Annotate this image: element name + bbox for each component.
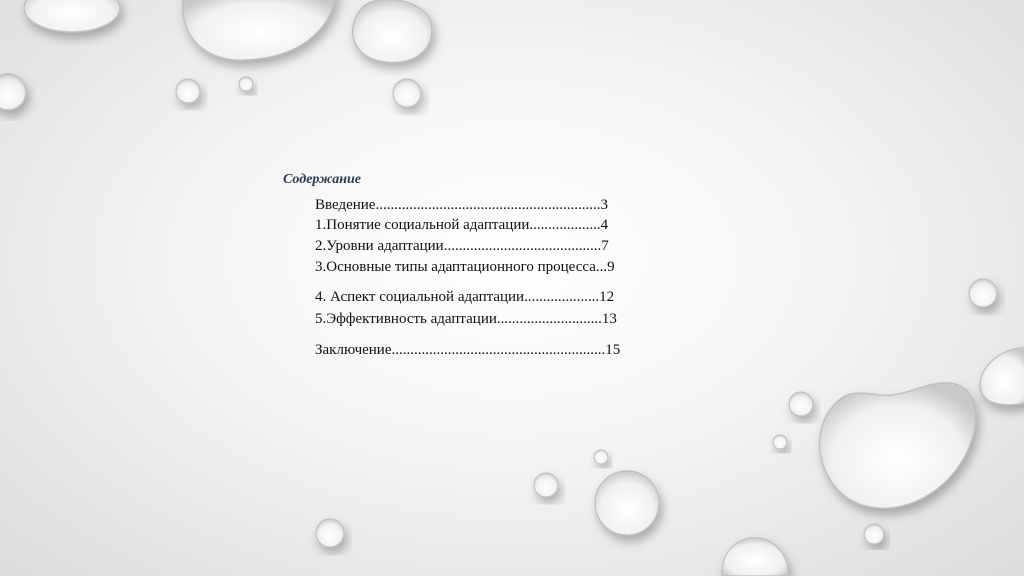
- toc-item-2: [315, 238, 609, 255]
- toc-item-3: [315, 259, 615, 276]
- toc-item-introduction: [315, 197, 608, 214]
- toc-item-leader: ....................: [524, 289, 600, 305]
- toc-item-page: 3: [600, 197, 608, 213]
- toc-item-label: Введение: [315, 197, 376, 213]
- toc-item-leader: ............................................................: [375, 197, 601, 213]
- toc-item-leader: ..........................................: [443, 238, 602, 254]
- toc-item-leader: ............................: [496, 311, 602, 327]
- toc-item-label: 1.Понятие социальной адаптации: [315, 217, 530, 233]
- toc-item-page: 7: [601, 238, 609, 254]
- toc-item-label: 5.Эффективность адаптации: [315, 311, 497, 327]
- toc-item-page: 13: [601, 311, 617, 327]
- toc-item-leader: ...: [595, 259, 608, 275]
- toc-item-label: 3.Основные типы адаптационного процесса: [315, 259, 596, 275]
- toc-item-label: 4. Аспект социальной адаптации: [315, 289, 525, 305]
- toc-item-leader: .........................................................: [391, 342, 606, 358]
- toc-item-leader: ...................: [529, 217, 601, 233]
- toc-item-4: [315, 289, 614, 306]
- toc-item-page: 9: [607, 259, 615, 275]
- toc-item-label: 2.Уровни адаптации: [315, 238, 444, 254]
- toc-item-5: [315, 311, 617, 328]
- toc-item-conclusion: [315, 342, 620, 359]
- toc-item-page: 12: [599, 289, 615, 305]
- toc-item-1: [315, 217, 608, 234]
- toc-title: Содержание: [283, 172, 361, 187]
- toc-item-label: Заключение: [315, 342, 392, 358]
- toc-item-page: 15: [605, 342, 621, 358]
- toc-item-page: 4: [600, 217, 609, 233]
